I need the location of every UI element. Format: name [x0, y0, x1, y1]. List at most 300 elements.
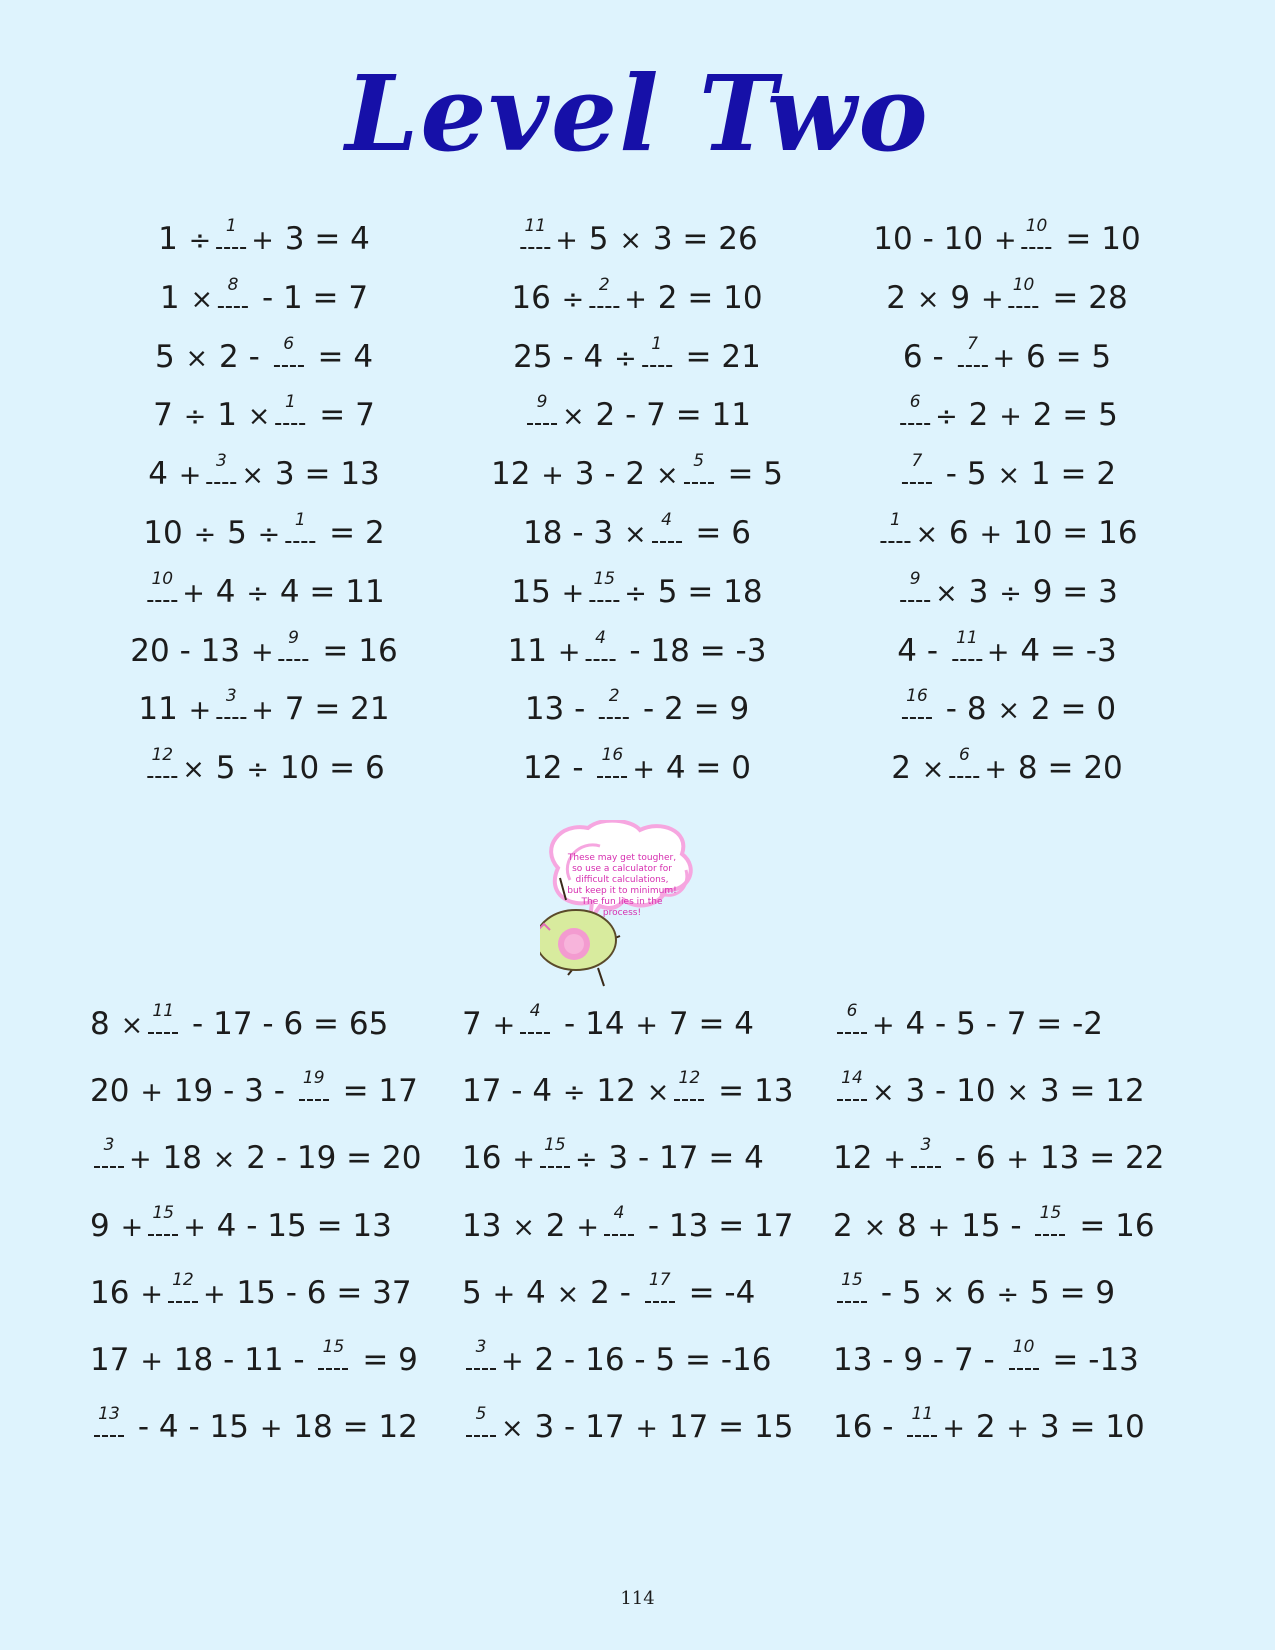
answer-blank[interactable]	[92, 1404, 126, 1440]
equation	[896, 568, 1118, 610]
blank-line	[168, 1301, 198, 1303]
equation-text: 5 = 18	[647, 573, 763, 610]
equation	[159, 274, 369, 316]
equation-text: 12 -	[523, 750, 594, 787]
operator: +	[492, 1278, 516, 1310]
equation-text: 2 - 7 = 11	[585, 397, 751, 434]
answer-text: 15	[544, 1135, 566, 1156]
answer-text: 3	[475, 1337, 487, 1357]
operator: +	[979, 519, 1003, 550]
answer-blank[interactable]	[297, 1068, 331, 1104]
answer-text: 2	[608, 686, 620, 707]
equation-text: 12	[490, 456, 541, 493]
page-number: 114	[620, 1588, 655, 1609]
equation-text: 5 = 9	[1020, 1274, 1116, 1311]
equation-text: 3 - 2	[564, 456, 655, 493]
operator: +	[992, 342, 1016, 374]
operator: ×	[562, 401, 585, 433]
operator: ×	[1006, 1077, 1030, 1109]
operator: +	[202, 1278, 226, 1310]
operator: +	[182, 577, 205, 609]
equation-text: 3 = 12	[1030, 1073, 1145, 1110]
blank-line	[206, 482, 236, 484]
operator: ÷	[562, 1077, 586, 1109]
equation-text: 9	[90, 1207, 120, 1244]
equation-text: 7	[462, 1006, 492, 1042]
equation-text: - 2 = 9	[633, 691, 750, 728]
answer-text: 15	[1039, 1202, 1062, 1223]
answer-text: 10	[151, 568, 174, 589]
answer-text: 6	[846, 1001, 858, 1021]
blank-line	[902, 717, 932, 719]
equation-text: 16 -	[833, 1409, 904, 1446]
equation-text: 17 = 15	[659, 1409, 794, 1446]
answer-text: 3	[103, 1135, 115, 1156]
operator: ×	[212, 1144, 236, 1176]
operator: +	[624, 283, 647, 315]
equation-text: 1	[207, 397, 247, 434]
operator: ÷	[999, 577, 1022, 609]
equation-text: = 16	[1069, 1207, 1155, 1244]
answer-text: 10	[1012, 274, 1035, 295]
answer-text: 3	[225, 686, 237, 707]
equation-text: = 17	[332, 1073, 418, 1110]
operator: +	[129, 1144, 152, 1176]
equation-text: 2 -	[580, 1274, 641, 1311]
blank-line	[148, 1032, 178, 1034]
answer-blank[interactable]	[643, 1269, 677, 1306]
equation	[833, 1068, 1145, 1110]
answer-blank[interactable]	[214, 216, 248, 252]
blank-line	[837, 1032, 867, 1034]
blank-line	[900, 600, 930, 602]
equation-text: 6	[956, 1274, 996, 1311]
equation	[90, 1068, 418, 1110]
equation	[490, 451, 784, 493]
answer-text: 9	[909, 568, 921, 589]
answer-blank[interactable]	[584, 627, 618, 664]
equation-text: 2	[886, 279, 916, 316]
equation	[516, 216, 758, 257]
equation-text: - 14	[554, 1006, 635, 1042]
operator: +	[1006, 1144, 1030, 1176]
equation	[896, 392, 1118, 434]
equation	[143, 745, 385, 787]
equation-text: 15 - 6 = 37	[226, 1274, 412, 1311]
answer-text: 19	[302, 1068, 325, 1089]
operator: ÷	[996, 1278, 1020, 1310]
equation-text: 16	[90, 1274, 140, 1311]
equation-text: 10	[143, 515, 193, 551]
answer-blank[interactable]	[682, 451, 716, 487]
equation-text: 3 = 13	[265, 456, 380, 493]
blank-line	[520, 1032, 550, 1034]
operator: ÷	[183, 401, 207, 433]
equation	[876, 510, 1138, 551]
answer-text: 2	[598, 274, 610, 295]
equation-text: 8	[90, 1006, 120, 1042]
answer-blank[interactable]	[878, 510, 912, 546]
answer-blank[interactable]	[835, 1001, 869, 1037]
equation	[138, 686, 390, 728]
answer-blank[interactable]	[595, 745, 629, 781]
blank-line	[147, 776, 177, 778]
answer-blank[interactable]	[316, 1337, 350, 1373]
operator: +	[140, 1077, 163, 1109]
blank-line	[274, 365, 304, 367]
operator: +	[251, 225, 274, 256]
answer-blank[interactable]	[145, 568, 179, 605]
answer-blank[interactable]	[650, 510, 684, 546]
equation-text: 2	[965, 1409, 1006, 1446]
answer-blank[interactable]	[273, 392, 307, 428]
answer-blank[interactable]	[835, 1269, 869, 1306]
equation-text: 25 - 4	[513, 338, 614, 375]
equation-text: 11	[507, 632, 557, 669]
operator: ×	[872, 1077, 895, 1109]
operator: ×	[916, 283, 940, 315]
equation-text: 13 - 9 - 7 -	[833, 1342, 1005, 1378]
equation-text: 8	[887, 1207, 927, 1244]
equation-text: 2	[958, 397, 999, 434]
equation-text: 5	[462, 1274, 492, 1311]
blank-line	[837, 1099, 867, 1101]
equation	[833, 1135, 1165, 1177]
blank-line	[880, 541, 910, 543]
equation-text: 3 = 4	[274, 221, 370, 257]
equation-text: 15 -	[951, 1207, 1032, 1244]
answer-text: 1	[285, 392, 296, 413]
equation-text: 4 - 15 = 13	[206, 1207, 392, 1244]
equation-text: 2 = 10	[647, 279, 763, 316]
equation	[158, 216, 370, 257]
answer-blank[interactable]	[900, 451, 934, 487]
operator: +	[512, 1144, 535, 1176]
answer-text: 6	[283, 333, 295, 354]
answer-text: 16	[906, 686, 928, 707]
answer-blank[interactable]	[277, 627, 311, 664]
operator: +	[183, 1211, 206, 1243]
operator: +	[984, 754, 1008, 786]
blank-line	[520, 247, 550, 249]
equation-text: 10 = 16	[1003, 515, 1138, 551]
answer-blank[interactable]	[525, 392, 559, 428]
operator: ×	[997, 695, 1021, 727]
equation-text: 6	[939, 515, 979, 551]
equation-text: 4 -	[897, 632, 948, 669]
answer-blank[interactable]	[640, 333, 674, 370]
answer-text: 8	[227, 274, 239, 295]
answer-text: 15	[152, 1202, 175, 1223]
answer-text: 13	[98, 1404, 120, 1425]
operator: ×	[623, 519, 647, 550]
operator: ×	[915, 519, 939, 550]
answer-blank[interactable]	[166, 1269, 200, 1306]
blank-line	[94, 1435, 124, 1437]
blank-line	[285, 541, 315, 543]
equation-text: = -4	[678, 1274, 756, 1311]
equation	[513, 333, 761, 375]
operator: ×	[190, 283, 214, 315]
operator: ×	[556, 1278, 580, 1310]
equation-text: 18 = 12	[283, 1409, 418, 1446]
answer-blank[interactable]	[602, 1202, 636, 1239]
operator: +	[140, 1278, 163, 1310]
answer-blank[interactable]	[464, 1337, 498, 1373]
equation	[833, 1404, 1145, 1446]
answer-text: 6	[959, 745, 970, 766]
equation-text: 1 = 2	[1021, 456, 1117, 493]
operator: ÷	[193, 519, 217, 550]
equation-text: 2 = 0	[1021, 691, 1117, 728]
equation	[90, 1135, 422, 1177]
equation	[462, 1202, 794, 1244]
blank-line	[589, 600, 619, 602]
blank-line	[597, 776, 627, 778]
equation-text: 5	[154, 338, 185, 375]
answer-text: 11	[152, 1001, 175, 1021]
answer-blank[interactable]	[900, 686, 934, 722]
answer-blank[interactable]	[464, 1404, 498, 1440]
answer-text: 14	[841, 1068, 863, 1089]
equation-text: 16	[462, 1140, 512, 1177]
equation-text: - 1 = 7	[252, 279, 369, 316]
operator: ×	[997, 460, 1021, 492]
operator: +	[993, 225, 1017, 256]
operator: ÷	[246, 577, 269, 609]
answer-blank[interactable]	[898, 568, 932, 605]
operator: ×	[501, 1413, 524, 1445]
answer-blank[interactable]	[835, 1068, 869, 1104]
equation-text: 9 = 3	[1022, 573, 1118, 610]
blank-line	[318, 1368, 348, 1370]
equation-text: 3	[958, 573, 999, 610]
equation-text: - 18 = -3	[619, 632, 767, 669]
operator: +	[492, 1010, 516, 1041]
blank-line	[216, 717, 246, 719]
operator: ×	[241, 460, 265, 492]
answer-blank[interactable]	[898, 392, 932, 428]
equation-text: - 4 - 15	[128, 1409, 259, 1446]
operator: ×	[512, 1211, 535, 1243]
blank-line	[952, 659, 982, 661]
operator: ÷	[561, 283, 585, 315]
answer-blank[interactable]	[909, 1135, 943, 1171]
operator: +	[188, 695, 212, 727]
answer-blank[interactable]	[145, 745, 179, 781]
equation	[462, 1068, 794, 1110]
equation-text: 2 = 5	[1022, 397, 1118, 434]
answer-blank[interactable]	[950, 627, 984, 664]
operator: +	[557, 636, 581, 668]
equation-text: 18	[152, 1140, 212, 1177]
answer-blank[interactable]	[214, 686, 248, 722]
equation-text: - 5	[871, 1274, 932, 1311]
equation-text: 2	[833, 1207, 863, 1244]
equation	[833, 1269, 1116, 1311]
operator: ×	[935, 577, 958, 609]
answer-blank[interactable]	[597, 686, 631, 722]
equation	[90, 1337, 418, 1378]
blank-line	[1009, 1368, 1039, 1370]
operator: +	[259, 1413, 283, 1445]
equation-text: 12	[586, 1073, 646, 1110]
blank-line	[604, 1234, 634, 1236]
operator: +	[942, 1413, 965, 1445]
equation	[462, 1337, 772, 1378]
equation-text: 7	[153, 397, 183, 434]
equation-text: 20	[90, 1073, 140, 1110]
answer-blank[interactable]	[1007, 274, 1041, 311]
operator: +	[541, 460, 564, 492]
equation	[90, 1202, 392, 1244]
blank-line	[907, 1435, 937, 1437]
operator: ÷	[614, 342, 637, 374]
answer-blank[interactable]	[146, 1202, 180, 1239]
answer-text: 4	[529, 1001, 541, 1021]
answer-blank[interactable]	[216, 274, 250, 311]
answer-blank[interactable]	[146, 1001, 180, 1037]
answer-text: 10	[1012, 1337, 1035, 1357]
equation	[462, 1135, 764, 1177]
equation-text: 4 = 11	[269, 573, 385, 610]
answer-text: 4	[613, 1202, 625, 1223]
equation-text: 13 = 22	[1030, 1140, 1165, 1177]
answer-text: 1	[294, 510, 306, 530]
equation-text: 13	[462, 1207, 512, 1244]
operator: +	[501, 1346, 524, 1377]
blank-line	[902, 482, 932, 484]
answer-text: 9	[536, 392, 548, 413]
operator: +	[1006, 1413, 1030, 1445]
equation	[462, 1404, 794, 1446]
equation-text: 4 = 0	[655, 750, 751, 787]
operator: ×	[247, 401, 271, 433]
equation	[130, 627, 398, 669]
equation	[898, 451, 1117, 493]
answer-text: 17	[648, 1269, 671, 1290]
equation-text: 6 = 5	[1016, 338, 1112, 375]
equation-text: 7 = 21	[274, 691, 390, 728]
answer-blank[interactable]	[587, 274, 621, 311]
answer-text: 12	[678, 1068, 701, 1089]
answer-blank[interactable]	[518, 1001, 552, 1037]
operator: ÷	[246, 754, 269, 786]
blank-line	[684, 482, 714, 484]
equation	[143, 510, 385, 551]
answer-blank[interactable]	[905, 1404, 939, 1440]
blank-line	[275, 423, 305, 425]
operator: +	[561, 577, 585, 609]
operator: ×	[185, 342, 209, 374]
equation-text: 3 = 10	[1030, 1409, 1145, 1446]
equation	[524, 686, 750, 728]
equation-text: = 9	[352, 1342, 418, 1378]
blank-line	[279, 659, 309, 661]
blank-line	[527, 423, 557, 425]
equation-text: 19 - 3 -	[163, 1073, 295, 1110]
answer-blank[interactable]	[204, 451, 238, 487]
operator: ×	[932, 1278, 956, 1310]
equation-text: 1	[159, 279, 190, 316]
operator: ÷	[257, 519, 281, 550]
equation-text: 10 - 10	[873, 221, 993, 257]
equation	[511, 274, 763, 316]
answer-blank[interactable]	[956, 333, 990, 370]
operator: +	[178, 460, 202, 492]
equation-text: 18 - 11 -	[163, 1342, 315, 1378]
equation	[898, 686, 1117, 728]
blank-line	[94, 1166, 124, 1168]
answer-text: 1	[651, 333, 663, 354]
operator: +	[635, 1010, 659, 1041]
answer-blank[interactable]	[272, 333, 306, 370]
answer-text: 5	[475, 1404, 487, 1425]
answer-text: 15	[593, 568, 616, 589]
equation	[902, 333, 1112, 375]
equation-text: 8 = 20	[1008, 750, 1123, 787]
operator: +	[999, 401, 1022, 433]
equation	[90, 1404, 418, 1446]
equation	[511, 568, 763, 610]
operator: ÷	[574, 1144, 598, 1176]
blank-line	[466, 1368, 496, 1370]
answer-text: 11	[911, 1404, 934, 1425]
answer-text: 15	[322, 1337, 345, 1357]
answer-blank[interactable]	[518, 216, 552, 252]
answer-blank[interactable]	[1020, 216, 1054, 252]
answer-text: 7	[967, 333, 978, 354]
answer-blank[interactable]	[1007, 1337, 1041, 1373]
equation-text: 11	[138, 691, 188, 728]
equation-text: - 8	[935, 691, 997, 728]
equation	[90, 1269, 412, 1311]
answer-text: 16	[601, 745, 624, 766]
blank-line	[216, 247, 246, 249]
answer-blank[interactable]	[672, 1068, 706, 1104]
blank-line	[645, 1301, 675, 1303]
answer-blank[interactable]	[587, 568, 621, 605]
equation-text: 5	[205, 750, 246, 787]
answer-blank[interactable]	[538, 1135, 572, 1171]
equation	[833, 1337, 1139, 1378]
equation	[891, 745, 1123, 787]
answer-blank[interactable]	[283, 510, 317, 546]
blank-line	[958, 365, 988, 367]
answer-blank[interactable]	[947, 745, 981, 781]
blank-line	[218, 306, 248, 308]
operator: ×	[921, 754, 945, 786]
blank-line	[466, 1435, 496, 1437]
blank-line	[1009, 306, 1039, 308]
equation	[153, 392, 375, 434]
answer-blank[interactable]	[1033, 1202, 1067, 1239]
equation	[154, 333, 374, 375]
operator: +	[120, 1211, 144, 1243]
equation-text: 3 - 17 = 4	[598, 1140, 764, 1177]
blank-line	[642, 365, 672, 367]
answer-text: 15	[841, 1269, 863, 1290]
blank-line	[674, 1099, 704, 1101]
operator: +	[251, 695, 274, 727]
operator: ×	[655, 460, 679, 492]
equation	[833, 1202, 1155, 1244]
operator: +	[576, 1211, 599, 1243]
equation-text: 16	[511, 279, 561, 316]
operator: +	[980, 283, 1004, 315]
answer-blank[interactable]	[92, 1135, 126, 1171]
equation-text: 3 - 10	[895, 1073, 1006, 1110]
